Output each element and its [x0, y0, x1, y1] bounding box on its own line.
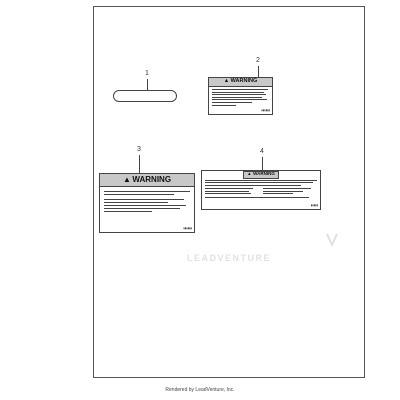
label-4-body-text — [202, 178, 320, 202]
watermark-text: LEADVENTURE — [186, 253, 271, 263]
warning-heading-3: WARNING — [132, 175, 172, 184]
warning-heading-2: WARNING — [230, 78, 258, 85]
callout-3: 3 — [137, 146, 141, 153]
leadventure-logo-icon — [326, 233, 338, 247]
label-2-part-code: ▮▮▮▮▮▮ — [261, 108, 270, 112]
warning-header-3 — [100, 174, 194, 187]
label-3-body-text — [100, 187, 194, 218]
warning-header-4 — [202, 171, 320, 178]
warning-triangle-icon: ▲ — [223, 78, 230, 85]
diagram-sheet — [93, 6, 365, 378]
label-2-warning — [208, 77, 273, 115]
warning-triangle-icon: ▲ — [122, 175, 131, 184]
leader-line-4 — [262, 157, 263, 170]
leader-line-2 — [258, 66, 259, 77]
label-1-blank-pill — [113, 90, 177, 102]
warning-heading-4: WARNING — [253, 171, 275, 177]
label-4-part-code: ▮▮▮▮▮ — [310, 203, 318, 207]
callout-4: 4 — [260, 148, 264, 155]
label-3-warning — [99, 173, 195, 233]
label-3-part-code: ▮▮▮▮▮▮ — [183, 226, 192, 230]
warning-header-2 — [209, 78, 272, 87]
leader-line-1 — [147, 79, 148, 90]
callout-1: 1 — [145, 70, 149, 77]
label-2-body-text — [209, 87, 272, 109]
footer-credit: Rendered by LeadVenture, Inc. — [165, 387, 235, 393]
leader-line-3 — [139, 155, 140, 173]
warning-triangle-icon: ▲ — [247, 171, 252, 177]
label-4-warning — [201, 170, 321, 210]
callout-2: 2 — [256, 57, 260, 64]
